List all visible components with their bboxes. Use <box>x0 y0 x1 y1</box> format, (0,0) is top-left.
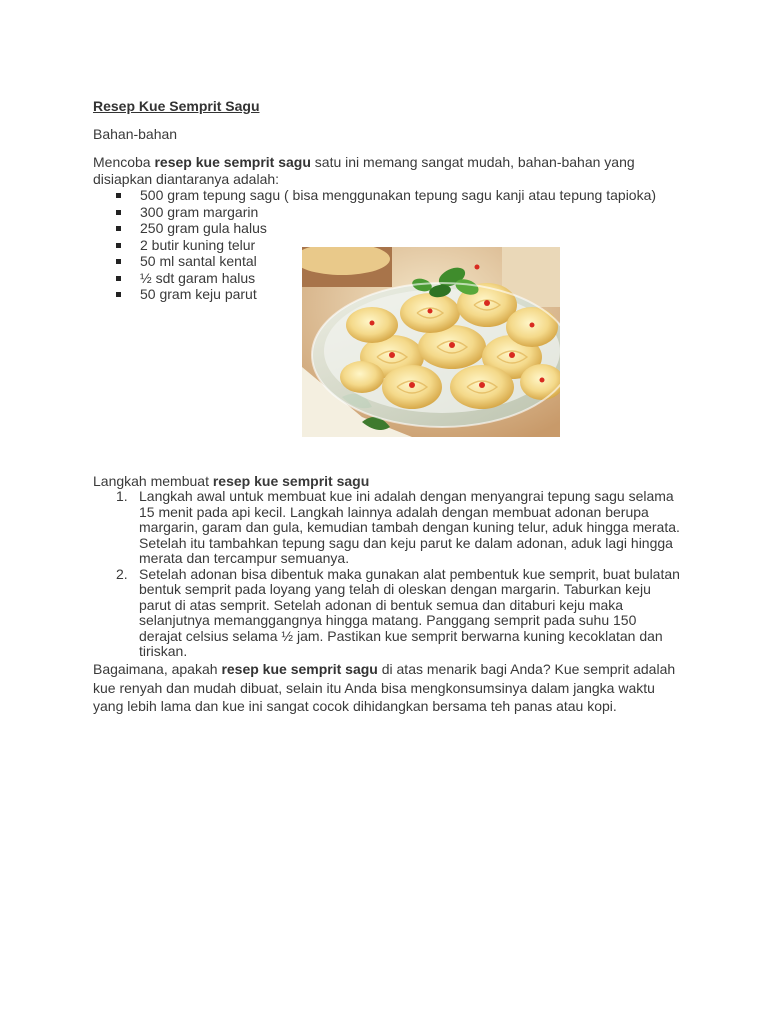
intro-text-before: Mencoba <box>93 154 155 170</box>
ingredient-text: ½ sdt garam halus <box>140 269 256 286</box>
ingredient-text: 250 gram gula halus <box>140 220 267 236</box>
document-title: Resep Kue Semprit Sagu <box>93 98 260 114</box>
steps-heading-bold: resep kue semprit sagu <box>212 473 370 489</box>
list-item <box>116 204 656 221</box>
bullet-icon <box>116 193 121 198</box>
outro-text-before: Bagaimana, apakah <box>93 661 222 677</box>
steps-list <box>93 489 683 660</box>
steps-heading-before: Langkah membuat <box>93 473 213 489</box>
outro-text-bold: resep kue semprit sagu <box>221 661 378 677</box>
step-number: 1. <box>116 488 128 504</box>
list-item <box>116 187 656 204</box>
list-item <box>116 220 656 237</box>
outro-text-after: di atas menarik bagi Anda? Kue semprit adalah kue renyah dan mudah dibuat, selain itu Anda bisa mengkonsumsinya dalam jangka waktu yang lebih lama dan kue ini sangat cocok dihidangkan bersama teh panas atau kopi. <box>93 661 676 714</box>
intro-text-bold: resep kue semprit sagu <box>154 154 311 170</box>
step-number: 2. <box>116 565 128 582</box>
ingredient-text: 2 butir kuning telur <box>140 236 256 253</box>
ingredient-text: 50 gram keju parut <box>140 286 257 302</box>
steps-heading <box>93 473 369 489</box>
cookies-image-icon <box>302 247 560 437</box>
step-text: Setelah adonan bisa dibentuk maka gunakan alat pembentuk kue semprit, buat bulatan bentuk semprit pada loyang yang telah di oleskan dengan margarin. Taburkan keju parut di atas semprit. Setelah adonan di bentuk semua dan ditaburi keju maka selanjutnya memanggangnya hingga matang. Panggang semprit pada suhu 150 derajat celsius selama ½ jam. Pastikan kue semprit berwarna kuning kecoklatan dan tiriskan. <box>139 565 680 659</box>
step-text: Langkah awal untuk membuat kue ini adalah dengan menyangrai tepung sagu selama 15 menit pada api kecil. Langkah lainnya adalah dengan membuat adonan berupa margarin, garam dan gula, kemudian tambah dengan kuning telur, aduk hingga merata. Setelah itu tambahkan tepung sagu dan keju parut ke dalam adonan, aduk lagi hingga merata dan tercampur semuanya. <box>139 488 680 566</box>
bullet-icon <box>116 292 121 297</box>
ingredient-text: 300 gram margarin <box>140 203 259 220</box>
list-item <box>93 489 683 567</box>
intro-paragraph <box>93 154 693 188</box>
ingredient-text: 500 gram tepung sagu ( bisa menggunakan tepung sagu kanji atau tepung tapioka) <box>140 187 657 203</box>
ingredients-heading: Bahan-bahan <box>93 126 178 142</box>
bullet-icon <box>116 259 121 264</box>
semprit-cookies-photo <box>302 247 560 437</box>
ingredient-text: 50 ml santal kental <box>140 253 257 269</box>
outro-paragraph <box>93 660 683 716</box>
bullet-icon <box>116 210 121 215</box>
bullet-icon <box>116 243 121 248</box>
list-item <box>93 567 683 660</box>
intro-text-after: satu ini memang sangat mudah, bahan-bahan yang disiapkan diantaranya adalah: <box>93 154 635 187</box>
bullet-icon <box>116 226 121 231</box>
bullet-icon <box>116 276 121 281</box>
